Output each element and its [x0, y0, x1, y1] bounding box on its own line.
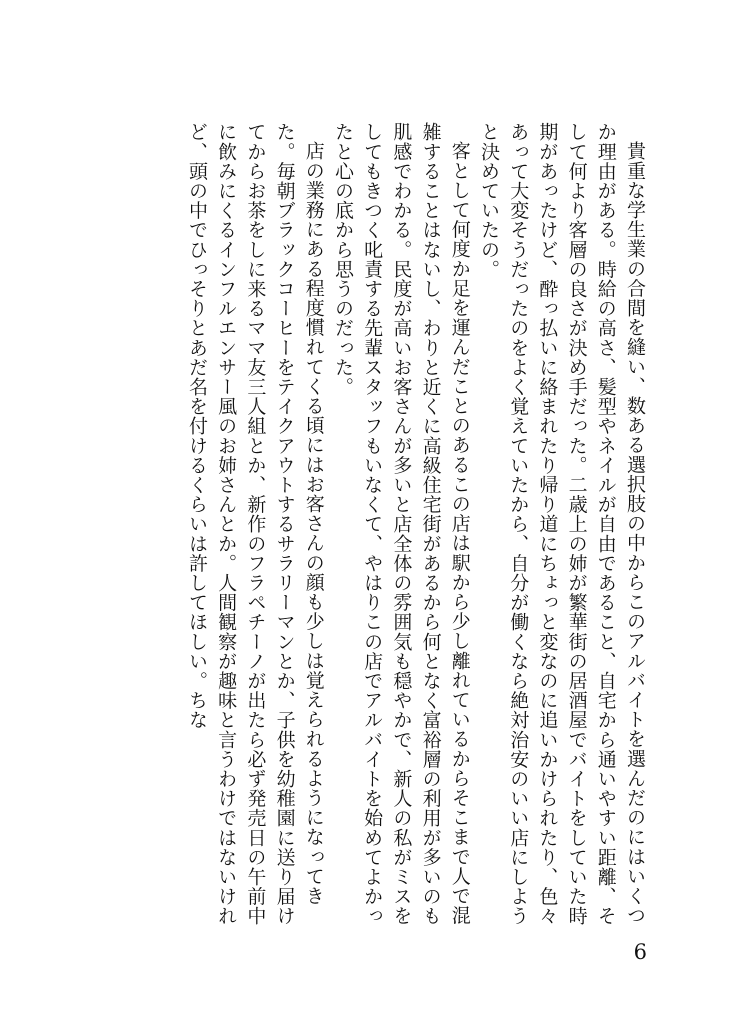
page-number: 6 — [633, 940, 647, 964]
paragraph-2: 客として何度か足を運んだことのあるこの店は駅から少し離れているからそこまで人で混雑することはないし、わりと近くに高級住宅街があるから何となく富裕層の利用が多いのも肌感でわかる。民度が高いお客さんが多いと店全体の雰囲気も穏やかで、新人の私がミスをしてもきつく叱責する先輩スタッフもいなくて、やはりこの店でアルバイトを始めてよかったと心の底から思うのだった。 — [331, 122, 471, 926]
paragraph-1: 貴重な学生業の合間を縫い、数ある選択肢の中からこのアルバイトを選んだのにはいくつか理由がある。時給の高さ、髪型やネイルが自由であること、自宅から通いやすい距離、そして何より客層の良さが決め手だった。二歳上の姉が繁華街の居酒屋でバイトをしていた時期があったけど、酔っ払いに絡まれたり帰り道にちょっと変なのに追いかけられたり、色々あって大変そうだったのをよく覚えていたから、自分が働くなら絶対治安のいい店にしようと決めていたの。 — [477, 122, 646, 926]
paragraph-3: 店の業務にある程度慣れてくる頃にはお客さんの顔も少しは覚えられるようになってきた。毎朝ブラックコーヒーをテイクアウトするサラリーマンとか、子供を幼稚園に送り届けてからお茶をしに来るママ友三人組とか、新作のフラペチーノが出たら必ず発売日の午前中に飲みにくるインフルエンサー風のお姉さんとか。人間観察が趣味と言うわけではないけれど、頭の中でひっそりとあだ名を付けるくらいは許してほしい。ちな — [185, 122, 325, 926]
body-text — [182, 122, 649, 932]
